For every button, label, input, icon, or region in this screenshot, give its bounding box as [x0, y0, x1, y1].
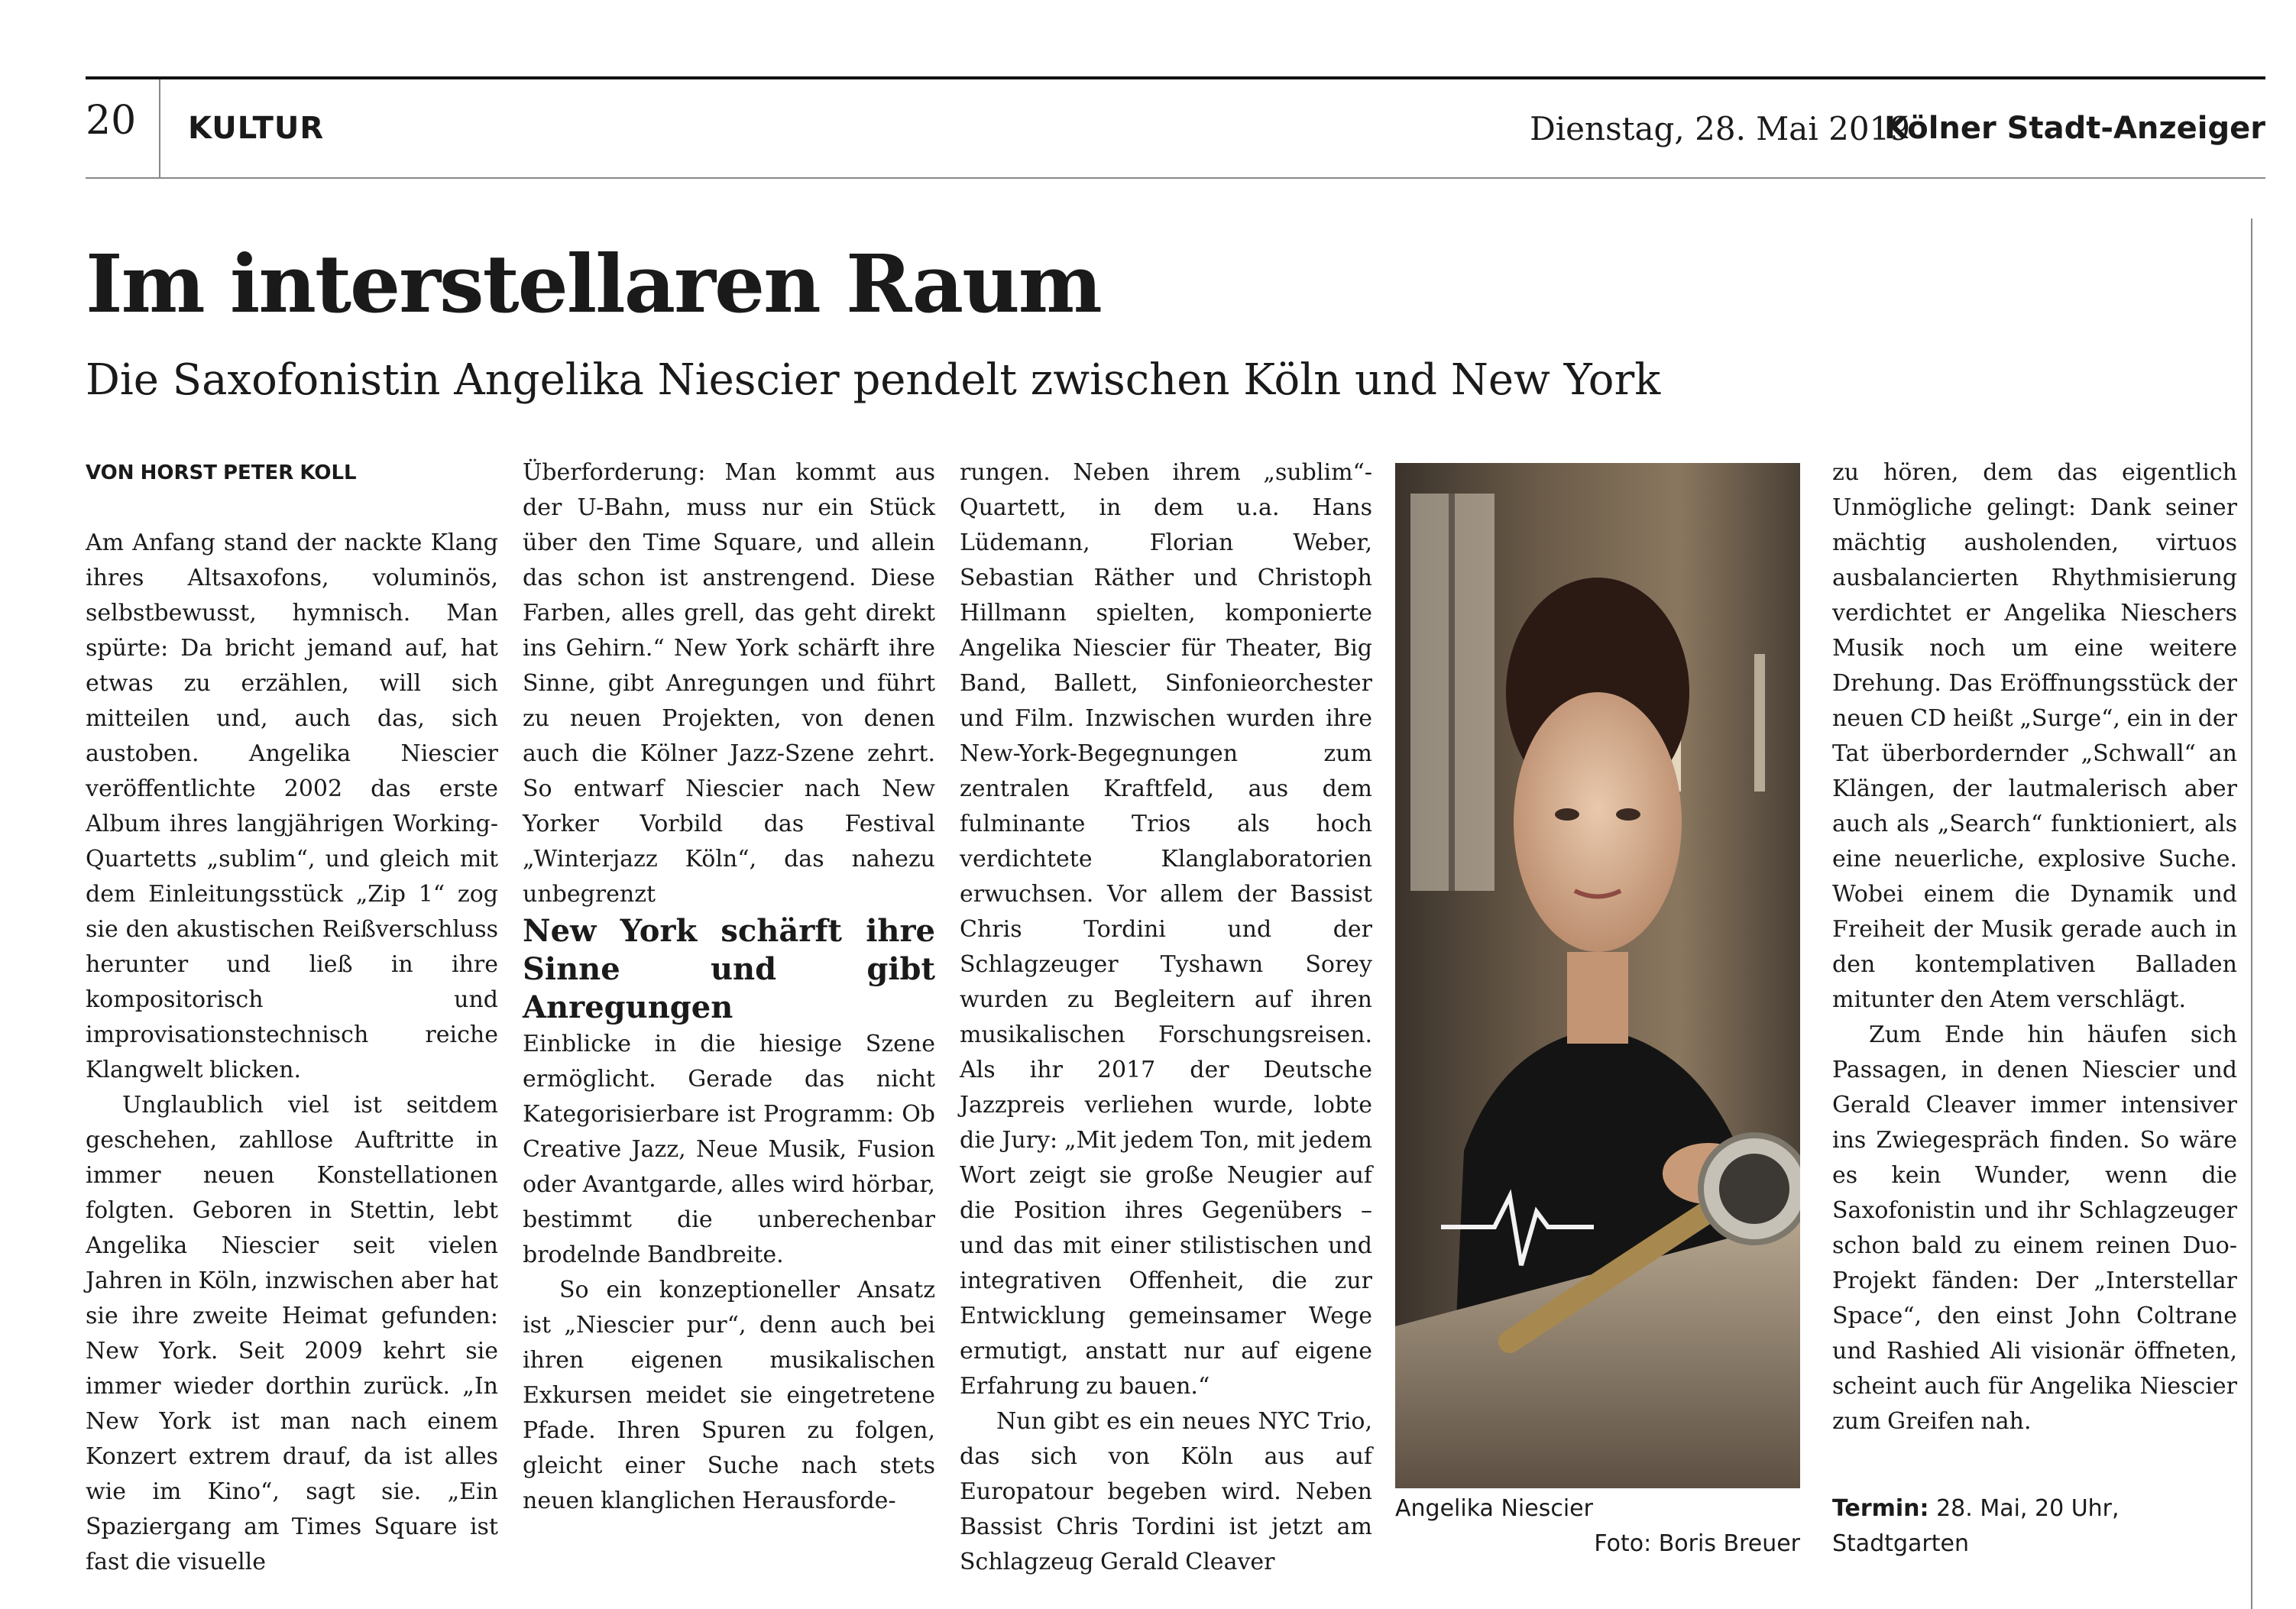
article-column-4 [1832, 455, 2237, 1439]
paragraph: Unglaublich viel ist seitdem geschehen, zahllose Auftritte in immer neuen Konstellationen folgten. Geboren in Stettin, lebt Angelika Niescier seit vielen Jahren in Köln, inzwischen aber hat sie ihre zweite Heimat gefunden: New York. Seit 2009 kehrt sie immer wieder dorthin zurück. „In New York ist man nach einem Konzert extrem drauf, da ist alles wie im Kino“, sagt sie. „Ein Spaziergang am Times Square ist fast die visuelle [86, 1092, 498, 1575]
event-label: Termin: [1832, 1495, 1929, 1522]
paragraph: rungen. Neben ihrem „sublim“-Quartett, in dem u.a. Hans Lüdemann, Florian Weber, Sebastian Räther und Christoph Hillmann spielten, komponierte Angelika Niescier für Theater, Big Band, Ballett, Sinfonieorchester und Film. Inzwischen wurden ihre New-York-Begegnungen zum zentralen Kraftfeld, aus dem fulminante Trios als hoch verdichtete Klanglaboratorien erwuchsen. Vor allem der Bassist Chris Tordini und der Schlagzeuger Tyshawn Sorey wurden zu Begleitern auf ihren musikalischen Forschungsreisen. Als ihr 2017 der Deutsche Jazzpreis verliehen wurde, lobte die Jury: „Mit jedem Ton, mit jedem Wort zeigt sie große Neugier auf die Position ihres Gegenübers – und das mit einer stilistischen und integrativen Offenheit, die zur Entwicklung gemeinsamer Wege ermutigt, anstatt nur auf eigene Erfahrung zu bauen.“ [960, 459, 1372, 1400]
article-headline: Im interstellaren Raum [86, 237, 1101, 331]
article-column-2 [523, 455, 935, 1519]
caption-text: Angelika Niescier [1395, 1495, 1593, 1522]
paragraph: Zum Ende hin häufen sich Passagen, in denen Niescier und Gerald Cleaver immer intensiver ins Zwiegespräch finden. So wäre es kein Wunder, wenn die Saxofonistin und ihr Schlagzeuger schon bald zu einem reinen Duo-Projekt fänden: Der „Interstellar Space“, den einst John Coltrane und Rashied Ali visionär öffneten, scheint auch für Angelika Niescier zum Greifen nah. [1832, 1021, 2237, 1435]
article-column-3 [960, 455, 1372, 1580]
page-number: 20 [86, 98, 137, 144]
paragraph: zu hören, dem das eigentlich Unmögliche gelingt: Dank seiner mächtig ausholenden, virtuos ausbalancierten Rhythmisierung verdichtet er Angelika Nieschers Musik noch um eine weitere Drehung. Das Eröffnungsstück der neuen CD heißt „Surge“, ein in der Tat überbordernder „Schwall“ an Klängen, der lautmalerisch aber auch als „Search“ funktioniert, als eine neuerliche, explosive Suche. Wobei einem die Dynamik und Freiheit der Musik gerade auch in den kontemplativen Balladen mitunter den Atem verschlägt. [1832, 459, 2237, 1013]
paragraph: So ein konzeptioneller Ansatz ist „Niescier pur“, denn auch bei ihren eigenen musikalischen Exkursen meidet sie eingetretene Pfade. Ihren Spuren zu folgen, gleicht einer Suche nach stets neuen klanglichen Herausforde- [523, 1277, 935, 1514]
top-rule [86, 76, 2265, 79]
issue-date: Dienstag, 28. Mai 2019 [1530, 110, 1910, 147]
photo-credit: Foto: Boris Breuer [1594, 1530, 1800, 1557]
article-subhead: New York schärft ihre Sinne und gibt Anregungen [523, 913, 935, 1025]
paragraph: Überforderung: Man kommt aus der U-Bahn, muss nur ein Stück über den Time Square, und allein das schon ist anstrengend. Diese Farben, alles grell, das geht direkt ins Gehirn.“ New York schärft ihre Sinne, gibt Anregungen und führt zu neuen Projekten, von denen auch die Kölner Jazz-Szene zehrt. So entwarf Niescier nach New Yorker Vorbild das Festival „Winterjazz Köln“, das nahezu unbegrenzt [523, 459, 935, 908]
newspaper-name: Kölner Stadt-Anzeiger [1883, 111, 2265, 146]
article-column-1 [86, 455, 498, 1580]
event-info [1832, 1491, 2237, 1562]
right-margin-rule [2251, 219, 2252, 1609]
header-divider [159, 79, 160, 177]
header-bottom-rule [86, 177, 2265, 179]
photo-caption [1395, 1491, 1800, 1562]
paragraph: Einblicke in die hiesige Szene ermöglicht. Gerade das nicht Kategorisierbare ist Programm: Ob Creative Jazz, Neue Musik, Fusion oder Avantgarde, alles wird hörbar, bestimmt die unberechenbar brodelnde Bandbreite. [523, 1031, 935, 1268]
article-subheadline: Die Saxofonistin Angelika Niescier pendelt zwischen Köln und New York [86, 355, 1661, 405]
byline: VON HORST PETER KOLL [86, 461, 357, 484]
paragraph: Nun gibt es ein neues NYC Trio, das sich von Köln aus auf Europatour begeben wird. Neben Bassist Chris Tordini ist jetzt am Schlagzeug Gerald Cleaver [960, 1408, 1372, 1575]
event-details: 28. Mai, 20 Uhr, Stadtgarten [1832, 1495, 2120, 1557]
paragraph: Am Anfang stand der nackte Klang ihres Altsaxofons, voluminös, selbstbewusst, hymnisch. Man spürte: Da bricht jemand auf, hat etwas zu erzählen, will sich mitteilen und, auch das, sich austoben. Angelika Niescier veröffentlichte 2002 das erste Album ihres langjährigen Working-Quartetts „sublim“, und gleich mit dem Einleitungsstück „Zip 1“ zog sie den akustischen Reißverschluss herunter und ließ in ihre kompositorisch und improvisationstechnisch reiche Klangwelt blicken. [86, 529, 498, 1083]
section-label: KULTUR [188, 111, 325, 146]
portrait-photo [1395, 463, 1800, 1488]
